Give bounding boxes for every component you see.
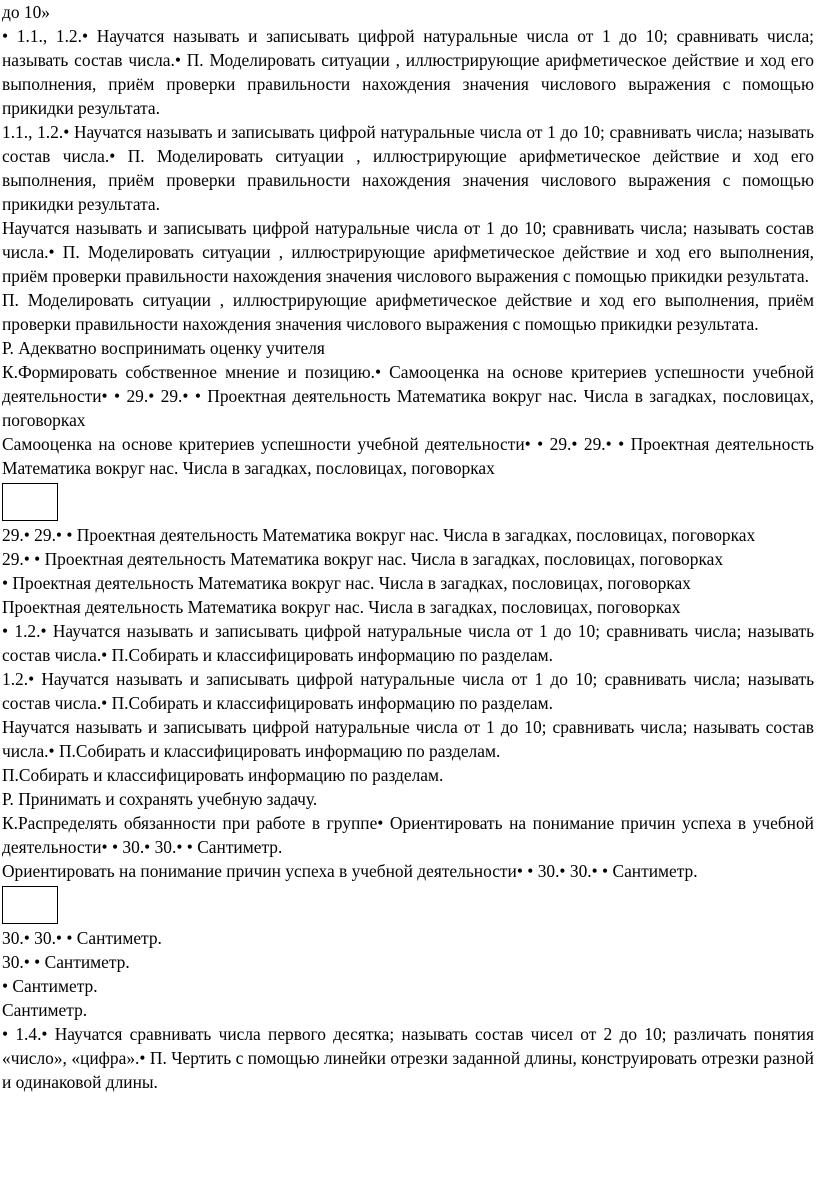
empty-cell-box-2 (2, 886, 58, 924)
text-paragraph-2: • 1.1., 1.2.• Научатся называть и записывать цифрой натуральные числа от 1 до 10; сравнивать числа; называть состав числа.• П. Моделировать ситуации , иллюстрирующие арифметическое действие и ход его выполнения, приём проверки правильности нахождения значения числового выражения с помощью прикидки результата. (2, 26, 814, 118)
text-paragraph-8: Самооценка на основе критериев успешности учебной деятельности• • 29.• 29.• • Проектная деятельность Математика вокруг нас. Числа в загадках, пословицах, поговорках (2, 434, 814, 478)
text-paragraph-18: К.Распределять обязанности при работе в группе• Ориентировать на понимание причин успеха в учебной деятельности• • 30.• 30.• • Сантиметр. (2, 813, 814, 857)
text-paragraph-15: Научатся называть и записывать цифрой натуральные числа от 1 до 10; сравнивать числа; называть состав числа.• П.Собирать и классифицировать информацию по разделам. (2, 717, 814, 761)
text-paragraph-23: Сантиметр. (2, 1000, 88, 1020)
text-paragraph-22: • Сантиметр. (2, 976, 98, 996)
text-paragraph-20: 30.• 30.• • Сантиметр. (2, 928, 162, 948)
text-paragraph-7: К.Формировать собственное мнение и позицию.• Самооценка на основе критериев успешности учебной деятельности• • 29.• 29.• • Проектная деятельность Математика вокруг нас. Числа в загадках, пословицах, поговорках (2, 362, 814, 430)
text-paragraph-16: П.Собирать и классифицировать информацию по разделам. (2, 765, 444, 785)
text-paragraph-21: 30.• • Сантиметр. (2, 952, 130, 972)
text-paragraph-14: 1.2.• Научатся называть и записывать цифрой натуральные числа от 1 до 10; сравнивать числа; называть состав числа.• П.Собирать и классифицировать информацию по разделам. (2, 669, 814, 713)
text-paragraph-10: 29.• • Проектная деятельность Математика вокруг нас. Числа в загадках, пословицах, поговорках (2, 549, 724, 569)
empty-cell-box (2, 483, 58, 521)
text-paragraph-6: Р. Адекватно воспринимать оценку учителя (2, 338, 325, 358)
text-line-1: до 10» (2, 2, 50, 22)
text-paragraph-11: • Проектная деятельность Математика вокруг нас. Числа в загадках, пословицах, поговорках (2, 573, 691, 593)
text-paragraph-17: Р. Принимать и сохранять учебную задачу. (2, 789, 318, 809)
text-paragraph-3: 1.1., 1.2.• Научатся называть и записывать цифрой натуральные числа от 1 до 10; сравнивать числа; называть состав числа.• П. Моделировать ситуации , иллюстрирующие арифметическое действие и ход его выполнения, приём проверки правильности нахождения значения числового выражения с помощью прикидки результата. (2, 122, 814, 214)
document-page (2, 0, 814, 1094)
text-paragraph-9: 29.• 29.• • Проектная деятельность Математика вокруг нас. Числа в загадках, пословицах, поговорках (2, 525, 756, 545)
text-paragraph-5: П. Моделировать ситуации , иллюстрирующие арифметическое действие и ход его выполнения, приём проверки правильности нахождения значения числового выражения с помощью прикидки результата. (2, 290, 814, 334)
text-paragraph-24: • 1.4.• Научатся сравнивать числа первого десятка; называть состав чисел от 2 до 10; различать понятия «число», «цифра».• П. Чертить с помощью линейки отрезки заданной длины, конструировать отрезки разной и одинаковой длины. (2, 1024, 814, 1092)
text-paragraph-13: • 1.2.• Научатся называть и записывать цифрой натуральные числа от 1 до 10; сравнивать числа; называть состав числа.• П.Собирать и классифицировать информацию по разделам. (2, 621, 814, 665)
text-paragraph-12: Проектная деятельность Математика вокруг нас. Числа в загадках, пословицах, поговорках (2, 597, 681, 617)
text-paragraph-4: Научатся называть и записывать цифрой натуральные числа от 1 до 10; сравнивать числа; называть состав числа.• П. Моделировать ситуации , иллюстрирующие арифметическое действие и ход его выполнения, приём проверки правильности нахождения значения числового выражения с помощью прикидки результата. (2, 218, 814, 286)
text-paragraph-19: Ориентировать на понимание причин успеха в учебной деятельности• • 30.• 30.• • Сантиметр. (2, 861, 698, 881)
